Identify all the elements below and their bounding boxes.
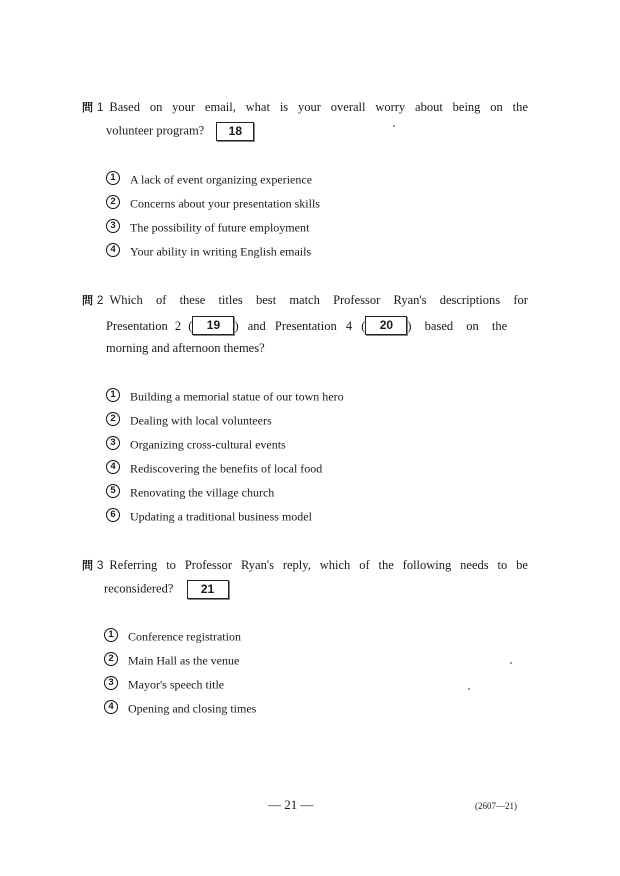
option[interactable]: [104, 699, 256, 716]
question-number: 3: [97, 560, 104, 572]
option-number-icon: 1: [104, 628, 118, 642]
question-word: following: [402, 558, 452, 572]
answer-box-19[interactable]: 19: [192, 316, 234, 335]
question-marker: 問: [82, 101, 93, 114]
question-word: Which: [109, 293, 143, 307]
option-number-icon: 3: [104, 676, 118, 690]
question-word: needs: [460, 558, 489, 572]
question-word: reply,: [282, 558, 311, 572]
option-text: Main Hall as the venue: [128, 653, 240, 668]
option[interactable]: [106, 387, 344, 404]
option[interactable]: [104, 651, 239, 668]
question-word: which: [319, 558, 351, 572]
question-word: the: [512, 100, 528, 114]
option-number-icon: 4: [104, 700, 118, 714]
question-word: email,: [204, 100, 236, 114]
option[interactable]: [106, 170, 312, 187]
question-2-line-1: [82, 292, 528, 309]
option[interactable]: [106, 411, 272, 428]
question-text: ) based on the: [407, 318, 508, 333]
question-text: volunteer program?: [106, 123, 205, 138]
question-word: descriptions: [439, 293, 501, 307]
option-number-icon: 1: [106, 388, 120, 402]
option-text: Opening and closing times: [128, 701, 257, 716]
option-number-icon: 2: [106, 195, 120, 209]
page-number: — 21 —: [268, 797, 314, 812]
option-number-icon: 5: [106, 484, 120, 498]
question-1-line-1: [82, 99, 528, 116]
question-3-line-1: [82, 557, 528, 574]
question-2-line-3: [106, 340, 265, 356]
option-text: Organizing cross-cultural events: [130, 437, 286, 452]
question-word: on: [490, 100, 503, 114]
scan-speck: [393, 125, 395, 127]
question-word: on: [149, 100, 163, 114]
question-word: to: [497, 558, 508, 572]
question-word: Based: [109, 100, 140, 114]
option[interactable]: [104, 675, 224, 692]
option-number-icon: 6: [106, 508, 120, 522]
question-number: 2: [97, 295, 104, 307]
question-word: Ryan's: [240, 558, 274, 572]
question-word: about: [415, 100, 443, 114]
question-text: reconsidered?: [104, 581, 174, 596]
option-text: A lack of event organizing experience: [130, 172, 313, 187]
option[interactable]: [106, 435, 286, 452]
question-3-label: [82, 557, 157, 574]
question-text: ) and Presentation 4 (: [234, 318, 366, 333]
option[interactable]: [104, 627, 241, 644]
option-number-icon: 3: [106, 219, 120, 233]
question-word: these: [179, 293, 206, 307]
option[interactable]: [106, 218, 309, 235]
question-text: Presentation 2 (: [106, 318, 193, 333]
scan-speck: [468, 688, 470, 690]
document-code: (2607—21): [475, 801, 517, 811]
option[interactable]: [106, 242, 311, 259]
question-marker: 問: [82, 559, 93, 572]
option-text: Dealing with local volunteers: [130, 413, 272, 428]
question-word: what: [245, 100, 270, 114]
option-text: Updating a traditional business model: [130, 509, 312, 524]
question-2-line-2: [106, 316, 528, 335]
option[interactable]: [106, 194, 320, 211]
option-number-icon: 4: [106, 243, 120, 257]
option[interactable]: [106, 459, 322, 476]
question-word: Professor: [333, 293, 381, 307]
option-text: Conference registration: [128, 629, 241, 644]
option[interactable]: [106, 483, 274, 500]
option-text: Renovating the village church: [130, 485, 275, 500]
question-word: Referring: [109, 558, 158, 572]
option-text: Mayor's speech title: [128, 677, 225, 692]
option-number-icon: 2: [104, 652, 118, 666]
question-2-label: [82, 292, 143, 309]
question-text: morning and afternoon themes?: [106, 341, 265, 355]
option-text: Concerns about your presentation skills: [130, 196, 320, 211]
question-word: match: [289, 293, 320, 307]
option[interactable]: [106, 507, 312, 524]
option-text: Your ability in writing English emails: [130, 244, 312, 259]
option-text: The possibility of future employment: [130, 220, 310, 235]
question-word: worry: [375, 100, 406, 114]
question-word: being: [452, 100, 481, 114]
question-word: to: [166, 558, 176, 572]
option-number-icon: 3: [106, 436, 120, 450]
question-word: your: [172, 100, 196, 114]
question-1-line-2: [106, 122, 254, 141]
question-3-line-2: [104, 580, 229, 599]
question-word: best: [255, 293, 277, 307]
question-word: for: [513, 293, 528, 307]
question-word: the: [378, 558, 394, 572]
option-text: Rediscovering the benefits of local food: [130, 461, 323, 476]
question-word: your: [298, 100, 321, 114]
question-marker: 問: [82, 294, 93, 307]
question-1-label: [82, 99, 140, 116]
scan-speck: [510, 662, 512, 664]
option-text: Building a memorial statue of our town hero: [130, 389, 344, 404]
option-number-icon: 1: [106, 171, 120, 185]
question-word: Professor: [184, 558, 233, 572]
answer-box-20[interactable]: 20: [365, 316, 407, 335]
answer-box-18[interactable]: 18: [216, 122, 254, 141]
option-number-icon: 4: [106, 460, 120, 474]
question-word: of: [155, 293, 167, 307]
question-word: Ryan's: [393, 293, 427, 307]
question-word: be: [516, 558, 528, 572]
question-number: 1: [97, 102, 104, 114]
question-word: overall: [330, 100, 366, 114]
question-word: of: [359, 558, 370, 572]
option-number-icon: 2: [106, 412, 120, 426]
question-word: titles: [218, 293, 243, 307]
answer-box-21[interactable]: 21: [187, 580, 229, 599]
question-word: is: [279, 100, 289, 114]
